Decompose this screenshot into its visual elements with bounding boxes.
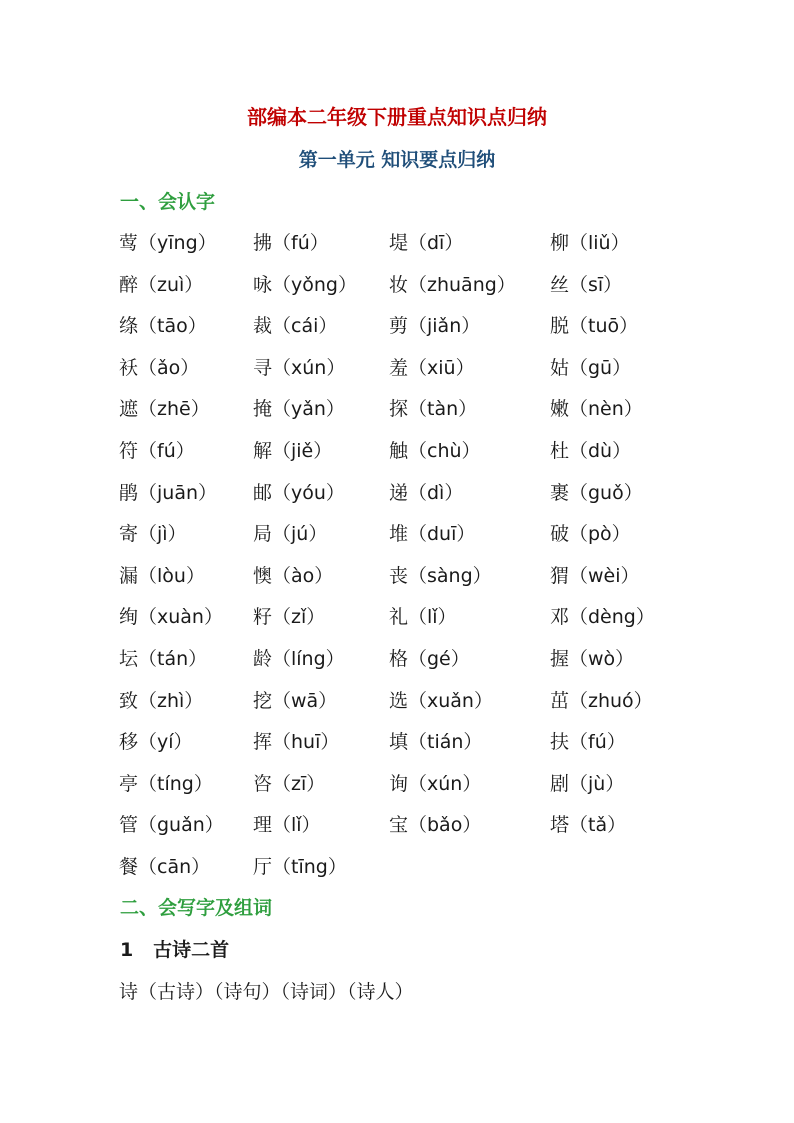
character-entry: 礼（lǐ）	[389, 606, 457, 629]
grid-row	[0, 394, 794, 436]
character-entry: 亭（tíng）	[119, 772, 213, 795]
character-entry: 移（yí）	[119, 731, 193, 754]
character-entry: 寻（xún）	[253, 356, 346, 379]
character-entry: 致（zhì）	[119, 689, 204, 712]
character-entry: 鹃（juān）	[119, 481, 218, 504]
grid-row	[0, 478, 794, 520]
character-entry: 绚（xuàn）	[119, 606, 223, 629]
character-entry: 拂（fú）	[253, 232, 329, 254]
section-heading-recognize-characters: 一、会认字	[120, 191, 216, 213]
character-entry: 选（xuǎn）	[389, 689, 493, 712]
character-entry: 邮（yóu）	[253, 481, 345, 504]
character-entry: 咏（yǒng）	[253, 273, 357, 296]
character-entry: 管（guǎn）	[119, 814, 224, 837]
character-entry: 籽（zǐ）	[253, 606, 326, 629]
character-entry: 裁（cái）	[253, 315, 338, 338]
character-entry: 堆（duī）	[389, 523, 476, 546]
character-entry: 杜（dù）	[550, 439, 632, 462]
character-entry: 邓（dèng）	[550, 606, 655, 629]
document-title: 部编本二年级下册重点知识点归纳	[247, 105, 547, 129]
grid-row	[0, 228, 794, 270]
character-entry: 理（lǐ）	[253, 814, 321, 837]
character-entry: 剧（jù）	[550, 772, 625, 795]
grid-row	[0, 644, 794, 686]
character-entry: 羞（xiū）	[389, 356, 475, 379]
grid-row	[0, 852, 794, 894]
character-entry: 漏（lòu）	[119, 564, 205, 587]
grid-row	[0, 270, 794, 312]
character-entry: 触（chù）	[389, 439, 481, 462]
character-entry: 递（dì）	[389, 481, 464, 504]
grid-row	[0, 436, 794, 478]
lesson-heading: 1 古诗二首	[120, 939, 230, 961]
character-entry: 填（tián）	[389, 731, 483, 754]
character-entry: 茁（zhuó）	[550, 689, 653, 712]
character-entry: 咨（zī）	[253, 772, 326, 795]
character-entry: 龄（líng）	[253, 647, 345, 670]
character-entry: 破（pò）	[550, 523, 631, 546]
character-entry: 餐（cān）	[119, 855, 211, 878]
grid-row	[0, 727, 794, 769]
grid-row	[0, 686, 794, 728]
character-entry: 解（jiě）	[253, 439, 333, 462]
character-entry: 挖（wā）	[253, 689, 338, 712]
character-entry: 挥（huī）	[253, 731, 340, 754]
character-entry: 柳（liǔ）	[550, 232, 630, 254]
character-entry: 妆（zhuāng）	[389, 273, 516, 296]
grid-row	[0, 769, 794, 811]
grid-row	[0, 519, 794, 561]
character-entry: 扶（fú）	[550, 731, 626, 754]
word-group-line: 诗（古诗）（诗句）（诗词）（诗人）	[119, 981, 414, 1003]
character-entry: 遮（zhē）	[119, 398, 210, 421]
grid-row	[0, 311, 794, 353]
grid-row	[0, 810, 794, 852]
character-entry: 绦（tāo）	[119, 315, 207, 338]
character-entry: 袄（ǎo）	[119, 356, 200, 379]
character-entry: 握（wò）	[550, 647, 635, 670]
grid-row	[0, 602, 794, 644]
character-entry: 坛（tán）	[119, 647, 208, 670]
character-entry: 寄（jì）	[119, 523, 187, 546]
character-pinyin-grid	[0, 228, 794, 894]
character-entry: 塔（tǎ）	[550, 814, 627, 837]
character-entry: 裹（guǒ）	[550, 481, 643, 504]
section-heading-write-and-words: 二、会写字及组词	[120, 897, 273, 919]
character-entry: 宝（bǎo）	[389, 814, 482, 837]
character-entry: 猬（wèi）	[550, 564, 640, 587]
character-entry: 符（fú）	[119, 439, 195, 462]
grid-row	[0, 561, 794, 603]
character-entry: 探（tàn）	[389, 398, 478, 421]
character-entry: 姑（gū）	[550, 356, 632, 379]
character-entry: 格（gé）	[389, 647, 470, 670]
character-entry: 莺（yīng）	[119, 232, 217, 254]
character-entry: 询（xún）	[389, 772, 482, 795]
character-entry: 懊（ào）	[253, 564, 334, 587]
character-entry: 脱（tuō）	[550, 315, 639, 338]
character-entry: 丧（sàng）	[389, 564, 492, 587]
character-entry: 堤（dī）	[389, 232, 464, 254]
character-entry: 掩（yǎn）	[253, 398, 345, 421]
unit-title: 第一单元 知识要点归纳	[298, 149, 496, 171]
character-entry: 局（jú）	[253, 523, 328, 546]
character-entry: 丝（sī）	[550, 273, 623, 296]
grid-row	[0, 353, 794, 395]
character-entry: 嫩（nèn）	[550, 398, 643, 421]
character-entry: 厅（tīng）	[253, 855, 347, 878]
character-entry: 醉（zuì）	[119, 273, 204, 296]
character-entry: 剪（jiǎn）	[389, 315, 481, 338]
